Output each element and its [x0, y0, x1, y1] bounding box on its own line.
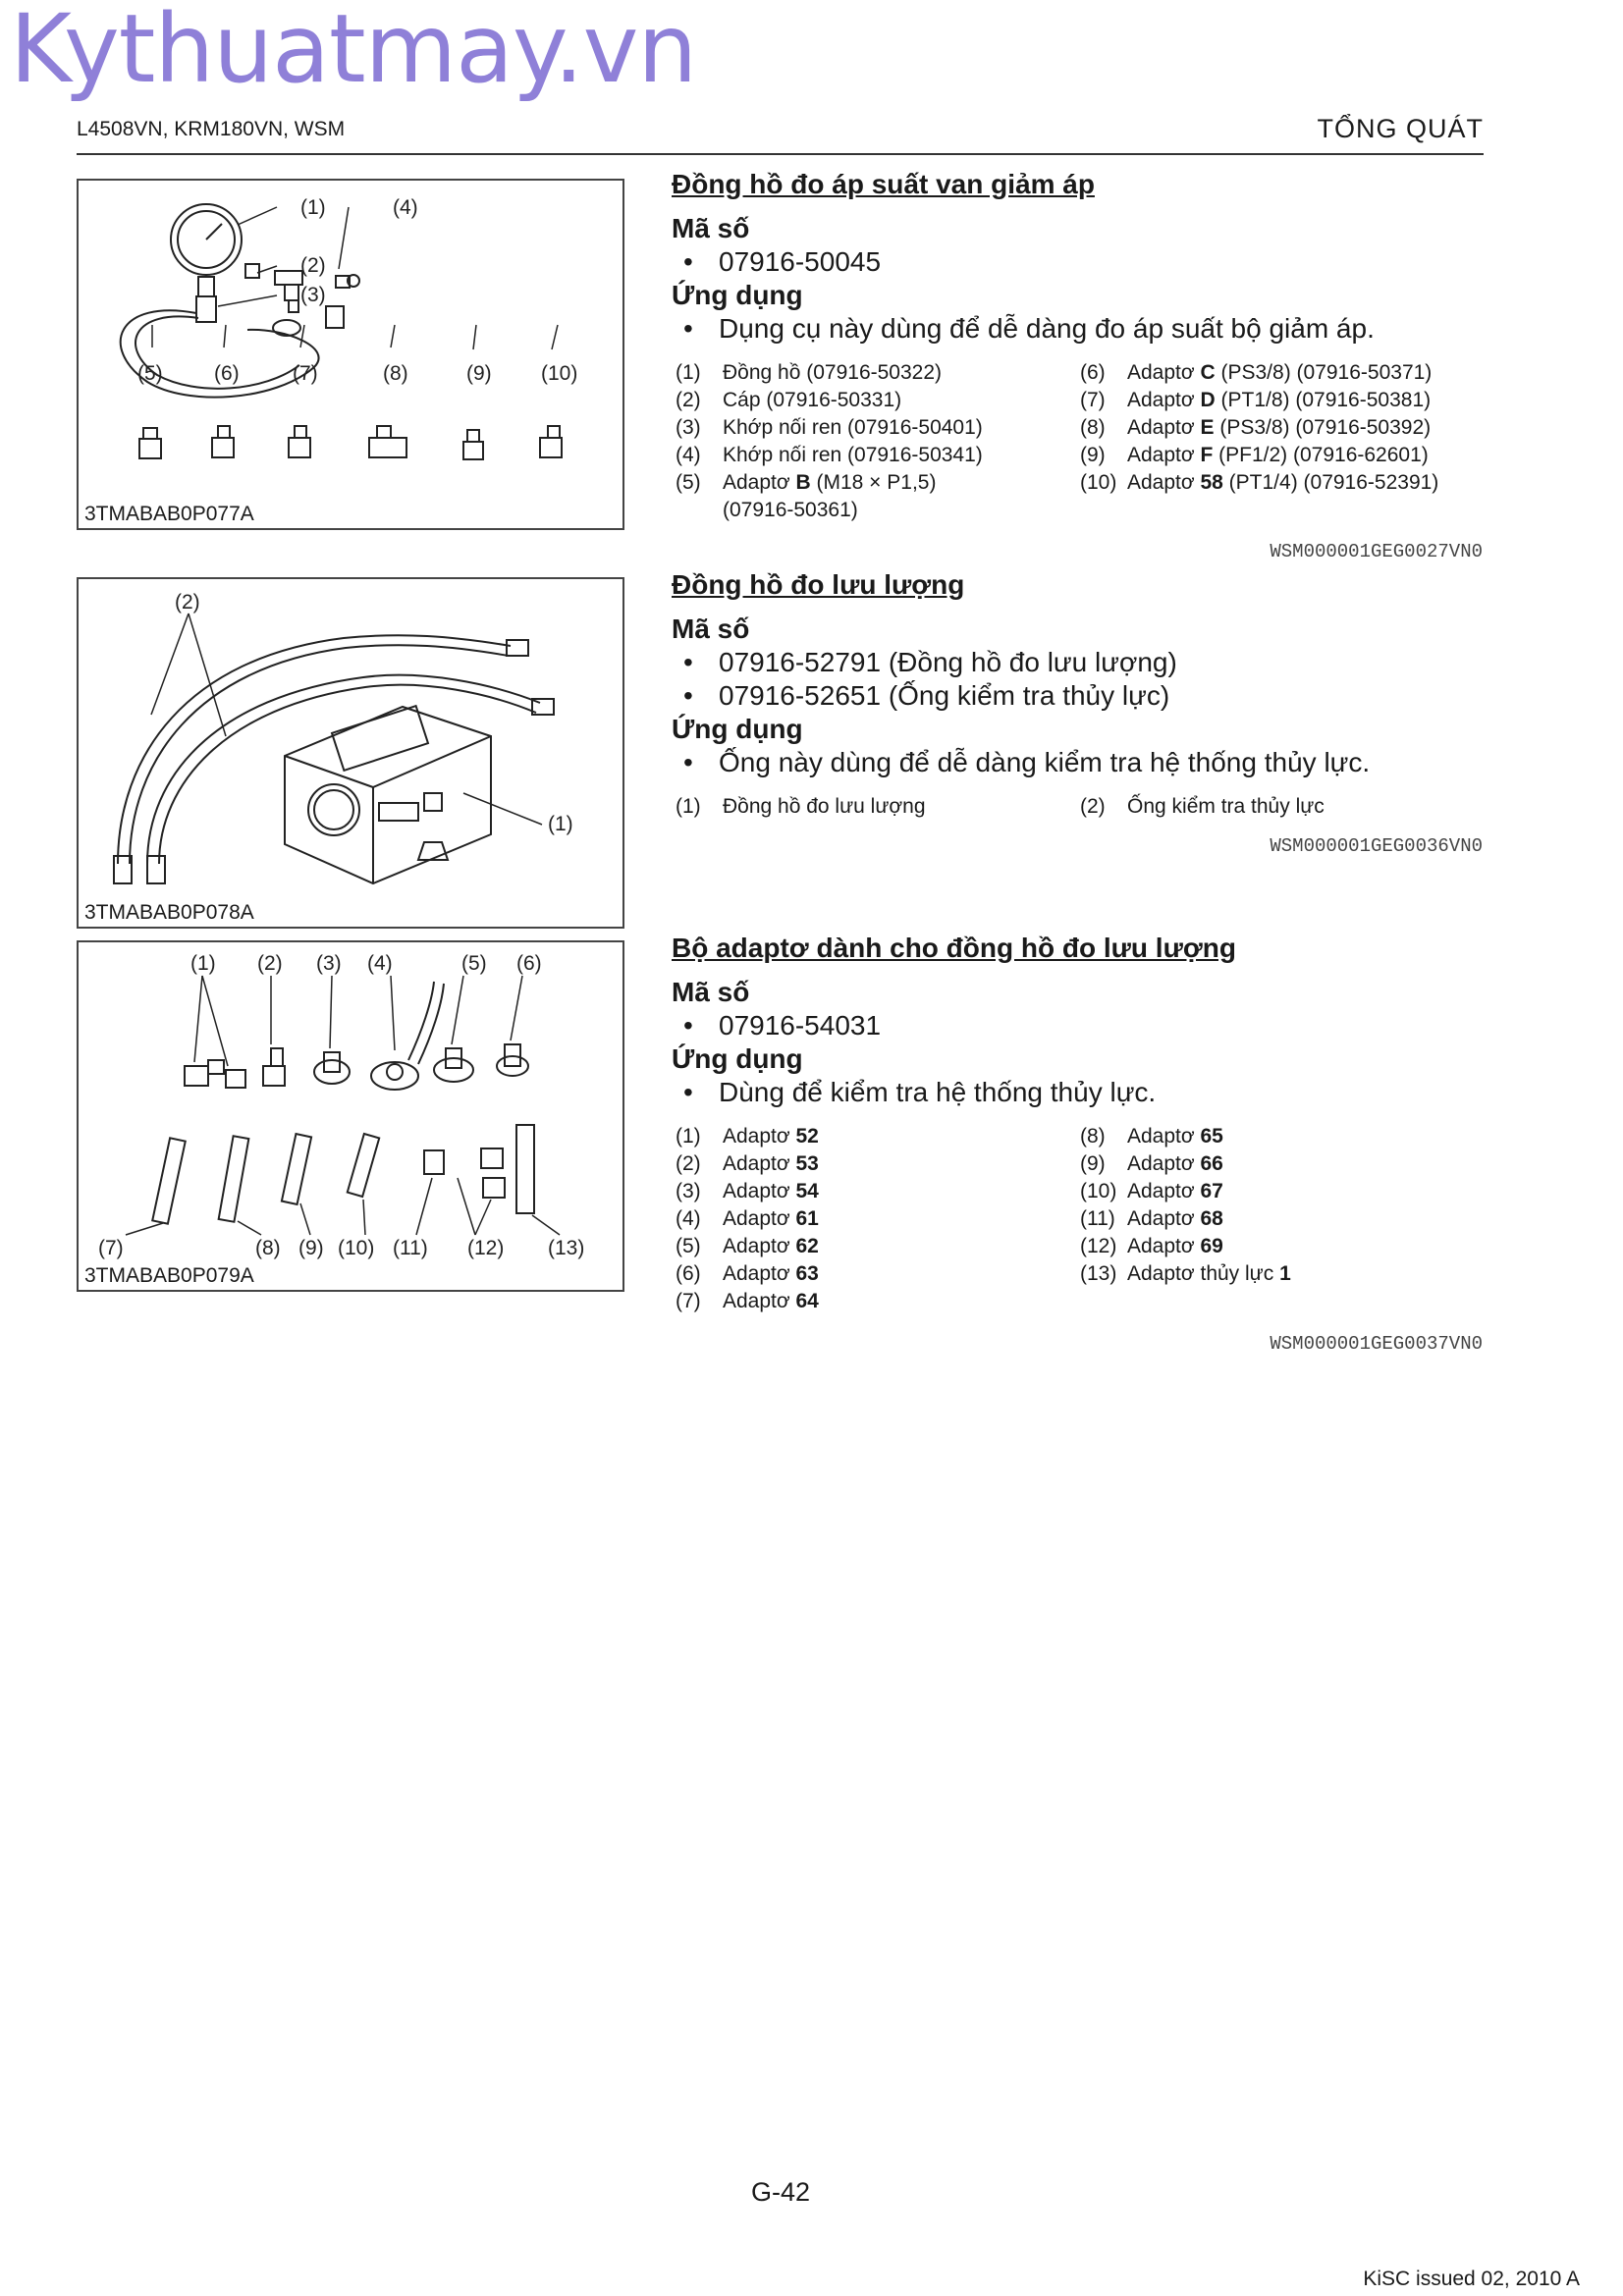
callout-label: (9)	[298, 1237, 324, 1259]
part-item: (12) Adaptơ 69	[1080, 1235, 1223, 1257]
part-item: (10) Adaptơ 67	[1080, 1180, 1223, 1202]
header-chapter-title: TỔNG QUÁT	[1317, 114, 1484, 143]
parts-column-right	[1080, 793, 1325, 821]
part-item: (2) Adaptơ 53	[676, 1152, 819, 1175]
code-list	[672, 646, 1487, 713]
flowmeter-illustration	[79, 579, 622, 927]
part-item: (4) Khớp nối ren (07916-50341)	[676, 444, 983, 466]
use-item: • Ống này dùng để dễ dàng kiểm tra hệ thống thủy lực.	[672, 746, 1487, 779]
part-item: (3) Khớp nối ren (07916-50401)	[676, 416, 983, 439]
section-flowmeter-adapter-set	[672, 933, 1487, 1319]
callout-label: (11)	[393, 1237, 428, 1259]
part-item: (5) Adaptơ 62	[676, 1235, 819, 1257]
callout-label: (2)	[175, 591, 200, 614]
section-flowmeter	[672, 569, 1487, 823]
part-item: (8) Adaptơ 65	[1080, 1125, 1223, 1148]
figure-adapter-set	[77, 940, 624, 1292]
use-list	[672, 746, 1487, 779]
callout-label: (10)	[338, 1237, 375, 1259]
code-item: • 07916-52651 (Ống kiểm tra thủy lực)	[672, 679, 1487, 713]
use-item: • Dụng cụ này dùng để dễ dàng đo áp suất bộ giảm áp.	[672, 312, 1487, 346]
figure-id: 3TMABAB0P078A	[84, 901, 254, 924]
code-heading: Mã số	[672, 977, 750, 1007]
part-item: (10) Adaptơ 58 (PT1/4) (07916-52391)	[1080, 471, 1439, 494]
callout-label: (1)	[548, 813, 573, 835]
code-heading: Mã số	[672, 213, 750, 243]
part-item: (8) Adaptơ E (PS3/8) (07916-50392)	[1080, 416, 1432, 439]
code-item: • 07916-54031	[672, 1009, 1487, 1042]
callout-label: (7)	[293, 362, 318, 385]
part-item: (1) Đồng hồ (07916-50322)	[676, 361, 943, 384]
adapter-set-illustration	[79, 942, 622, 1290]
parts-column-right	[1080, 1123, 1291, 1288]
section-title: Đồng hồ đo lưu lượng	[672, 569, 965, 600]
code-list	[672, 245, 1487, 279]
section-relief-valve-gauge	[672, 169, 1487, 524]
callout-label: (7)	[98, 1237, 124, 1259]
callout-label: (3)	[300, 284, 326, 306]
callout-label: (8)	[383, 362, 408, 385]
callout-label: (2)	[300, 254, 326, 277]
use-item: • Dùng để kiểm tra hệ thống thủy lực.	[672, 1076, 1487, 1109]
use-list	[672, 1076, 1487, 1109]
page-number: G-42	[751, 2177, 811, 2207]
callout-label: (6)	[214, 362, 240, 385]
use-heading: Ứng dụng	[672, 1043, 803, 1074]
callout-label: (1)	[190, 952, 216, 975]
part-item: (11) Adaptơ 68	[1080, 1207, 1223, 1230]
part-item: (2) Cáp (07916-50331)	[676, 389, 902, 411]
parts-list	[672, 793, 1487, 823]
callout-label: (2)	[257, 952, 283, 975]
part-item: (7) Adaptơ D (PT1/8) (07916-50381)	[1080, 389, 1432, 411]
header-divider	[77, 153, 1484, 155]
callout-label: (12)	[467, 1237, 505, 1259]
pressure-gauge-illustration	[79, 181, 622, 528]
part-item: (9) Adaptơ F (PF1/2) (07916-62601)	[1080, 444, 1429, 466]
callout-label: (13)	[548, 1237, 585, 1259]
callout-label: (4)	[393, 196, 418, 219]
code-item: • 07916-52791 (Đồng hồ đo lưu lượng)	[672, 646, 1487, 679]
part-item: (1) Adaptơ 52	[676, 1125, 819, 1148]
code-list	[672, 1009, 1487, 1042]
callout-label: (10)	[541, 362, 578, 385]
callout-label: (1)	[300, 196, 326, 219]
part-item: (13) Adaptơ thủy lực 1	[1080, 1262, 1291, 1285]
part-item: (6) Adaptơ 63	[676, 1262, 819, 1285]
header-manual-code: L4508VN, KRM180VN, WSM	[77, 118, 346, 140]
part-item: (9) Adaptơ 66	[1080, 1152, 1223, 1175]
parts-column-left	[676, 1123, 819, 1315]
parts-list	[672, 1123, 1487, 1319]
part-item: (07916-50361)	[723, 499, 858, 521]
callout-label: (3)	[316, 952, 342, 975]
parts-column-left	[676, 359, 983, 524]
figure-id: 3TMABAB0P077A	[84, 503, 254, 525]
part-item: (6) Adaptơ C (PS3/8) (07916-50371)	[1080, 361, 1433, 384]
part-item: (3) Adaptơ 54	[676, 1180, 819, 1202]
parts-column-left	[676, 793, 926, 821]
figure-flowmeter	[77, 577, 624, 929]
code-item: • 07916-50045	[672, 245, 1487, 279]
reference-code: WSM000001GEG0027VN0	[1270, 541, 1483, 562]
code-heading: Mã số	[672, 614, 750, 644]
use-list	[672, 312, 1487, 346]
callout-label: (9)	[466, 362, 492, 385]
parts-column-right	[1080, 359, 1438, 497]
part-item: (5) Adaptơ B (M18 × P1,5)	[676, 471, 937, 494]
callout-label: (5)	[137, 362, 163, 385]
parts-list	[672, 359, 1487, 524]
figure-id: 3TMABAB0P079A	[84, 1264, 254, 1287]
callout-label: (6)	[516, 952, 542, 975]
part-item: (2) Ống kiểm tra thủy lực	[1080, 795, 1325, 818]
watermark-logo: Kythuatmay.vn	[10, 0, 697, 104]
section-title: Bộ adaptơ dành cho đồng hồ đo lưu lượng	[672, 933, 1236, 963]
part-item: (4) Adaptơ 61	[676, 1207, 819, 1230]
callout-label: (8)	[255, 1237, 281, 1259]
part-item: (7) Adaptơ 64	[676, 1290, 819, 1312]
use-heading: Ứng dụng	[672, 714, 803, 744]
part-item: (1) Đồng hồ đo lưu lượng	[676, 795, 926, 818]
reference-code: WSM000001GEG0037VN0	[1270, 1333, 1483, 1355]
use-heading: Ứng dụng	[672, 280, 803, 310]
callout-label: (4)	[367, 952, 393, 975]
reference-code: WSM000001GEG0036VN0	[1270, 835, 1483, 857]
figure-pressure-gauge	[77, 179, 624, 530]
section-title: Đồng hồ đo áp suất van giảm áp	[672, 169, 1095, 199]
callout-label: (5)	[461, 952, 487, 975]
issue-note: KiSC issued 02, 2010 A	[1363, 2268, 1580, 2290]
